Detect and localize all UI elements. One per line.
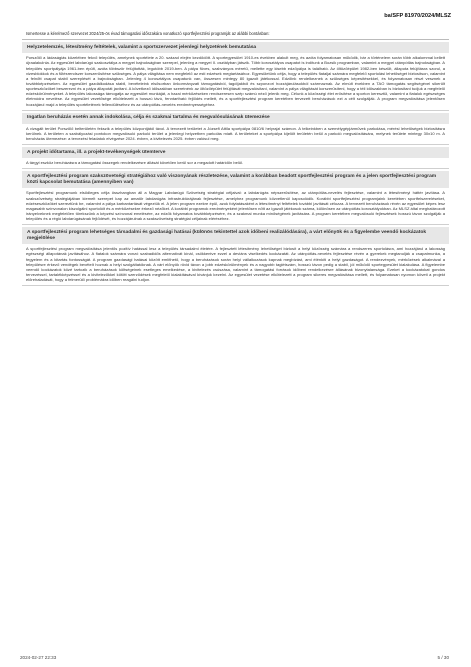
section-header: Ingatlan beruházás esetén annak indokolása, célja és szakmai tartalma és megvalósulásának ütemezése [22, 113, 449, 124]
section-social-economic-impact [22, 227, 449, 286]
section-strategy-relation [22, 171, 449, 225]
section-project-schedule [22, 147, 449, 169]
section-situation-analysis [22, 42, 449, 111]
section-body: A tárgyi eszköz beruházásra a támogatási összegek rendelkezésre állását követően kerül sor a megadott határidőn belül. [22, 158, 449, 169]
section-body: A sportfejlesztési program megvalósítása jelentős pozitív hatással lesz a település társadalmi életére. A fejlesztett létesítmény lehetőséget biztosít a helyi közösség számára a rendszeres sportolásra, ami hozzájárul a lakosság egészségi állapotának javításához. A fiatalok számára vonzó szabadidős alternatívát kínál, csökkentve ezzel a deviáns viselkedés kockázatát. Az utánpótlás-nevelés fejlesztése révén a gyerekek megtanulják a csapatmunka, a fegyelem és a kitartás fontosságát. A program gazdasági hatásai között említhető, hogy a beruházások során helyi vállalkozások kapnak megbízást, ami élénkíti a helyi gazdaságot. A rendezvények, mérkőzések alkalmával a településre érkező vendégek bevételt hoznak a helyi szolgáltatóknak. A várt előnyök rövid távon a jobb edzéskörülmények és a nagyobb taglétszám, hosszú távon pedig a stabil, jól működő sportegyesület kialakulása. A figyelembe veendő kockázatok közé tartozik a beruházások költségeinek esetleges emelkedése, a kivitelezés csúszása, valamint a támogatási források időbeni rendelkezésre állásának bizonytalansága. Ezeket a kockázatokat gondos tervezéssel, tartalékképzéssel és a kivitelezőkkel kötött szerződések megfelelő kialakításával kívánjuk kezelni. Az egyesület vezetése elkötelezett a program sikeres megvalósítása mellett, és folyamatosan nyomon követi a projekt előrehaladását, hogy a felmerülő problémákra időben reagálni tudjon. [22, 244, 449, 286]
section-header: A projekt időtartama, ill. a projekt-tevékenységek ütemterve [22, 147, 449, 158]
section-body: A vizsgált terület Porszőlő belterületén fekszik a település központjától távol. A tervezett területet a Józsefi Attila sportpálya 0810/6 helyrajzi számon. A telkeinkben a személygépjárművek parkolása, mérési lehetőségek biztosításra kerülnek. A területen a szabályozási pontokon megvalósuló parkoló terület a jelenlegi helyzetben parkolás miatt. A területeket a sportpálya kijelölt területén belül a parkoló megvalósítására, melynek területe mintegy 30x10 m. A beruházás ütemezése: a tervezési feladatok elvégzése 2024. évben, a kivitelezés 2025. évben valósul meg. [22, 124, 449, 145]
section-header: Helyzetelemzés, létesítmény feltételek, valamint a sportszervezet jelenlegi helyzetének bemutatása [22, 42, 449, 53]
document-content [22, 30, 449, 286]
page-number: 5 / 30 [437, 655, 449, 660]
section-body: Porszőlő a Iádaságiás közelében fekvő település, amelynek sportélete a 20. század elején kezdődött. A sportegyesület 1910-es években alakult meg, és azóta folyamatosan működik, bár a történelem során több alkalommal kellett újraalakulnia. Az egyesület labdarúgó szakosztálya a megyei bajnokságban szerepel, jelenleg a megyei II. osztályban játszik. Több korosztályos csapatot is indítunk a Bozsik programban, valamint a megyei utánpótlás bajnokságban. A település sportpályája 1961-ben épült, azóta többször felújították, legutóbb 2019-ben. A pálya füves, szabványos méretű, mellette egy kisebb edzőpálya is található. Az öltözőépület 1982-ben készült, állapota felújításra szorul, a vizesblokkok és a fűtésrendszer korszerűsítése szükséges. A pálya világítása nem megfelelő az esti edzések megtartásához. Egyesületünk célja, hogy a település fiataljai számára megfelelő sportolási lehetőséget biztosítson, valamint a felnőtt csapat stabil szereplését a bajnokságban. Jelenleg 4 korosztályos csapatunk van, összesen mintegy 80 igazolt játékossal. Edzőink rendelkeznek a szükséges képesítésekkel, és folyamatosan részt vesznek a továbbképzéseken. Az egyesület gazdálkodása stabil, bevételeink elsősorban önkormányzati támogatásból, tagdíjakból és szponzori hozzájárulásokból származnak. Az elmúlt években a TAO támogatás segítségével sikerült sporteszközöket beszerezni és a pálya állapotát javítani. A következő időszakban szeretnénk az öltözőépület felújítását megvalósítani, valamint a pálya világítását korszerűsíteni, hogy a téli időszakban is biztosítani tudjuk a megfelelő edzéskörülményeket. A település lakossága támogatja az egyesület munkáját, a hazai mérkőzéseken rendszeresen szép számú néző jelenik meg. Célunk a közösségi élet erősítése a sporton keresztül, valamint a fiatalok egészséges életmódra nevelése. Az egyesület vezetősége elkötelezett a hosszú távú, fenntartható fejlődés mellett, és a sportfejlesztési program keretében tervezett beruházások ezt a célt szolgálják. A program megvalósítása jelentősen hozzájárul majd a település sportéletének fellendüléséhez és az utánpótlás-nevelés eredményességéhez. [22, 53, 449, 111]
section-body: Sportfejlesztési programunk elsődleges célja összhangban áll a Magyar Labdarúgó Szövetség stratégiai céljaival: a labdarúgás népszerűsítése, az utánpótlás-nevelés fejlesztése, valamint a létesítményi háttér javítása. A szakszövetség stratégiájában kiemelt szerepet kap az amatőr labdarúgás infrastruktúrájának fejlesztése, amelyhez programunk közvetlenül kapcsolódik. Korábbi sportfejlesztési programjaink keretében sportfelszereléseket, edzéseszközöket szereztünk be, valamint a pálya karbantartását végeztük el. A jelen program ezekre épül, azok folytatásaként a létesítményi feltételek további javítását célozza. A tervezett beruházások révén az egyesület képes lesz magasabb színvonalon kiszolgálni sportolóit és a mérkőzésekre érkező nézőket. A korábbi programok eredményeként jelentősen nőtt az igazolt játékosok száma, különösen az utánpótlás korosztályokban. Az MLSZ által meghatározott irányelveknek megfelelően törekszünk a képzési színvonal emelésére, az edzők folyamatos továbbképzésére, és a szakmai munka minőségének javítására. A program keretében megvalósuló fejlesztések hosszú távon szolgálják a település és a régió labdarúgásának fejlődését, és hozzájárulnak a szakszövetség stratégiai céljainak eléréséhez. [22, 188, 449, 225]
document-id: ba/SFP 81970/2024/MLSZ [384, 13, 451, 19]
footer-timestamp: 2024-02-27 22:33 [20, 655, 57, 660]
section-header: A sportfejlesztési program szakszövetségi stratégiához való viszonyának részletezése, valamint a korábban beadott sportfejlesztési program és a jelen sportfejlesztési program közti kapcsolat bemutatása (amennyiben van) [22, 171, 449, 188]
section-property-investment [22, 113, 449, 145]
section-header: A sportfejlesztési program lehetséges társadalmi és gazdasági hatásai (különös tekintettel azok időbeni realizálódására), a várt előnyök és a figyelembe veendő kockázatok megjelölése [22, 227, 449, 244]
intro-text: Ismertesse a kérelmező szervezet 2024/25-ös évad támogatási időszakára vonatkozó sportfejlesztési programját az alábbi bontásban: [22, 30, 449, 40]
